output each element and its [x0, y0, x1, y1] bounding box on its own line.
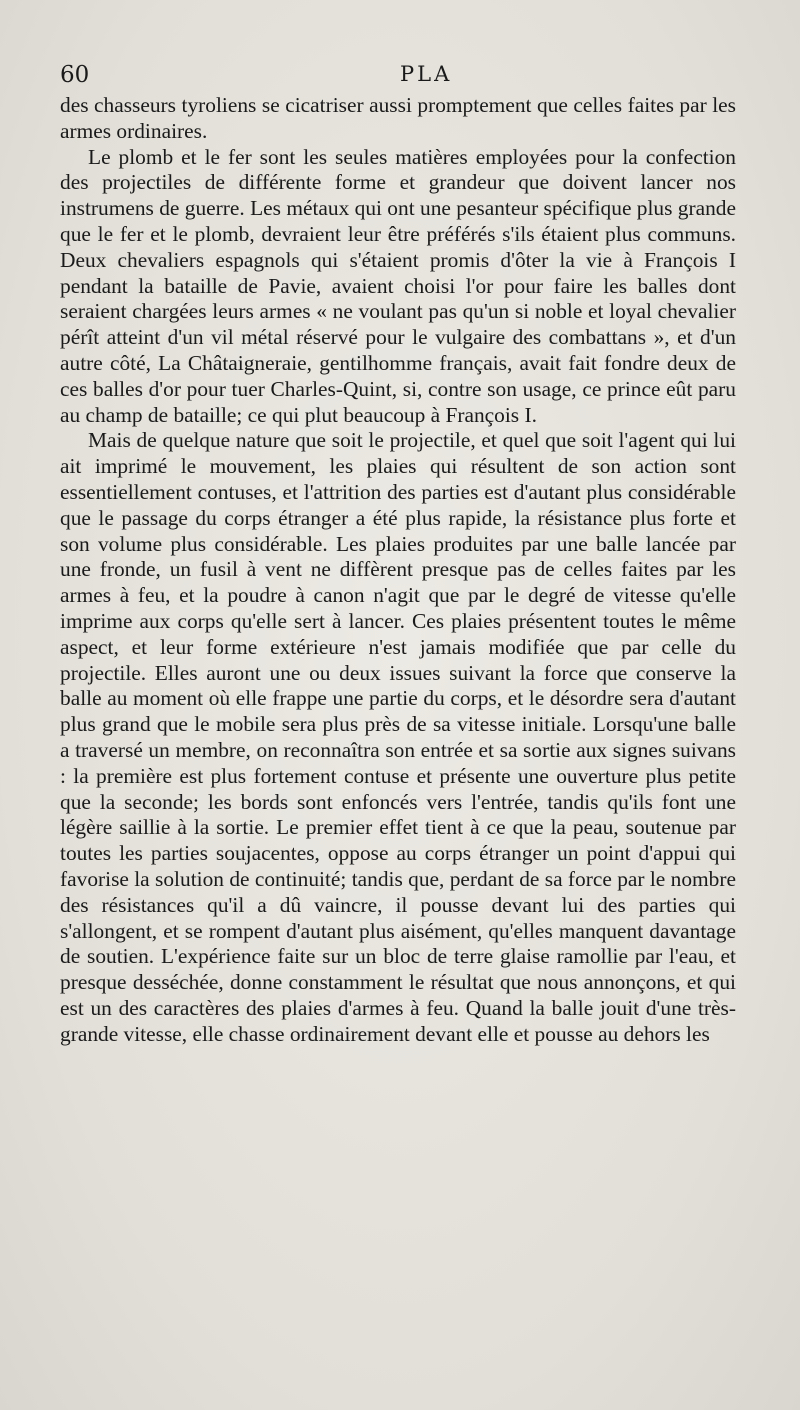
- page-number: 60: [60, 62, 90, 88]
- paragraph: des chasseurs tyroliens se cicatriser aussi promptement que celles faites par les armes ordinaires.: [60, 93, 736, 143]
- body-text: [60, 93, 736, 1047]
- page-header: [60, 62, 740, 92]
- paragraph: Le plomb et le fer sont les seules matières employées pour la confection des projectiles de différente forme et grandeur que doivent lancer nos instrumens de guerre. Les métaux qui ont une pesanteur spécifique plus grande que le fer et le plomb, devraient leur être préférés s'ils étaient plus communs. Deux chevaliers espagnols qui s'étaient promis d'ôter la vie à François I pendant la bataille de Pavie, avaient choisi l'or pour faire les balles dont seraient chargées leurs armes « ne voulant pas qu'un si noble et loyal chevalier pérît atteint d'un vil métal réservé pour le vulgaire des combattans », et d'un autre côté, La Châtaigneraie, gentilhomme français, avait fait fondre deux de ces balles d'or pour tuer Charles-Quint, si, contre son usage, ce prince eût paru au champ de bataille; ce qui plut beaucoup à François I.: [60, 144, 736, 427]
- running-head: PLA: [400, 62, 453, 86]
- paragraph: Mais de quelque nature que soit le projectile, et quel que soit l'agent qui lui ait imprimé le mouvement, les plaies qui résultent de son action sont essentiellement contuses, et l'attrition des parties est d'autant plus considérable que le passage du corps étranger a été plus rapide, la résistance plus forte et son volume plus considérable. Les plaies produites par une balle lancée par une fronde, un fusil à vent ne diffèrent presque pas de celles faites par les armes à feu, et la poudre à canon n'agit que par le degré de vitesse qu'elle imprime aux corps qu'elle sert à lancer. Ces plaies présentent toutes le même aspect, et leur forme extérieure n'est jamais modifiée que par celle du projectile. Elles auront une ou deux issues suivant la force que conserve la balle au moment où elle frappe une partie du corps, et le désordre sera d'autant plus grand que le mobile sera plus près de sa vitesse initiale. Lorsqu'une balle a traversé un membre, on reconnaîtra son entrée et sa sortie aux signes suivans : la première est plus fortement contuse et présente une ouverture plus petite que la seconde; les bords sont enfoncés vers l'entrée, tandis qu'ils font une légère saillie à la sortie. Le premier effet tient à ce que la peau, soutenue par toutes les parties soujacentes, oppose au corps étranger un point d'appui qui favorise la solution de continuité; tandis que, perdant de sa force par le nombre des résistances qu'il a dû vaincre, il pousse devant lui des parties qui s'allongent, et se rompent d'autant plus aisément, qu'elles manquent davantage de soutien. L'expérience faite sur un bloc de terre glaise ramollie par l'eau, et presque desséchée, donne constamment le résultat que nous annonçons, et qui est un des caractères des plaies d'armes à feu. Quand la balle jouit d'une très-grande vitesse, elle chasse ordinairement devant elle et pousse au dehors les: [60, 428, 736, 1046]
